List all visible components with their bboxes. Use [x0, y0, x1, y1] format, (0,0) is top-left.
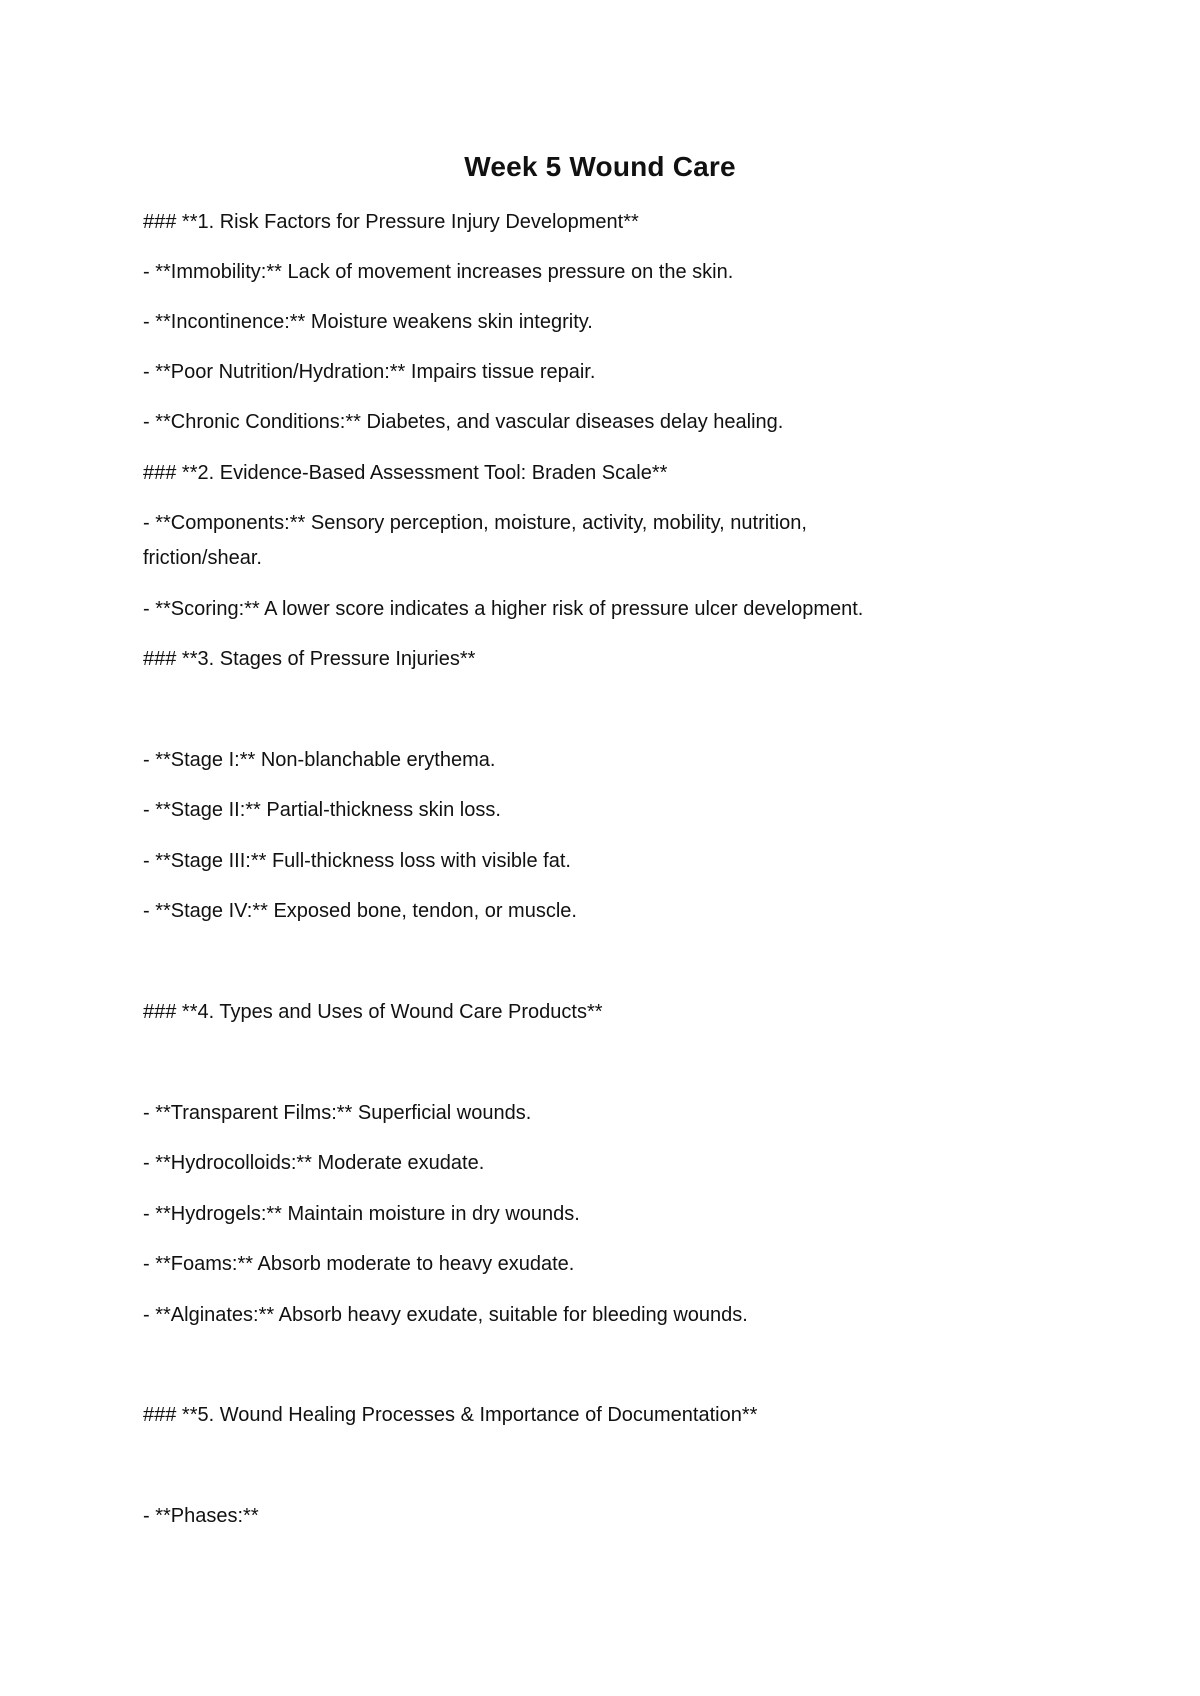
bullet-hydrogels: - **Hydrogels:** Maintain moisture in dry wounds.: [143, 1203, 580, 1225]
bullet-poor-nutrition: - **Poor Nutrition/Hydration:** Impairs tissue repair.: [143, 361, 596, 383]
bullet-scoring: - **Scoring:** A lower score indicates a higher risk of pressure ulcer development.: [143, 598, 864, 620]
bullet-incontinence: - **Incontinence:** Moisture weakens skin integrity.: [143, 311, 593, 333]
document-title: Week 5 Wound Care: [464, 151, 736, 182]
section-heading-wound-healing: ### **5. Wound Healing Processes & Importance of Documentation**: [143, 1404, 758, 1426]
section-heading-risk-factors: ### **1. Risk Factors for Pressure Injury Development**: [143, 211, 639, 233]
section-heading-wound-care-products: ### **4. Types and Uses of Wound Care Products**: [143, 1001, 603, 1023]
bullet-transparent-films: - **Transparent Films:** Superficial wounds.: [143, 1102, 532, 1124]
section-heading-stages: ### **3. Stages of Pressure Injuries**: [143, 648, 476, 670]
bullet-components-continued: friction/shear.: [143, 547, 262, 569]
bullet-phases: - **Phases:**: [143, 1505, 259, 1527]
bullet-chronic-conditions: - **Chronic Conditions:** Diabetes, and vascular diseases delay healing.: [143, 411, 784, 433]
section-heading-braden-scale: ### **2. Evidence-Based Assessment Tool: Braden Scale**: [143, 462, 668, 484]
bullet-stage-2: - **Stage II:** Partial-thickness skin loss.: [143, 799, 501, 821]
bullet-immobility: - **Immobility:** Lack of movement increases pressure on the skin.: [143, 261, 734, 283]
bullet-foams: - **Foams:** Absorb moderate to heavy exudate.: [143, 1253, 575, 1275]
bullet-components: - **Components:** Sensory perception, moisture, activity, mobility, nutrition,: [143, 512, 807, 534]
bullet-alginates: - **Alginates:** Absorb heavy exudate, suitable for bleeding wounds.: [143, 1304, 748, 1326]
bullet-hydrocolloids: - **Hydrocolloids:** Moderate exudate.: [143, 1152, 485, 1174]
bullet-stage-4: - **Stage IV:** Exposed bone, tendon, or muscle.: [143, 900, 577, 922]
bullet-stage-3: - **Stage III:** Full-thickness loss with visible fat.: [143, 850, 571, 872]
bullet-stage-1: - **Stage I:** Non-blanchable erythema.: [143, 749, 496, 771]
